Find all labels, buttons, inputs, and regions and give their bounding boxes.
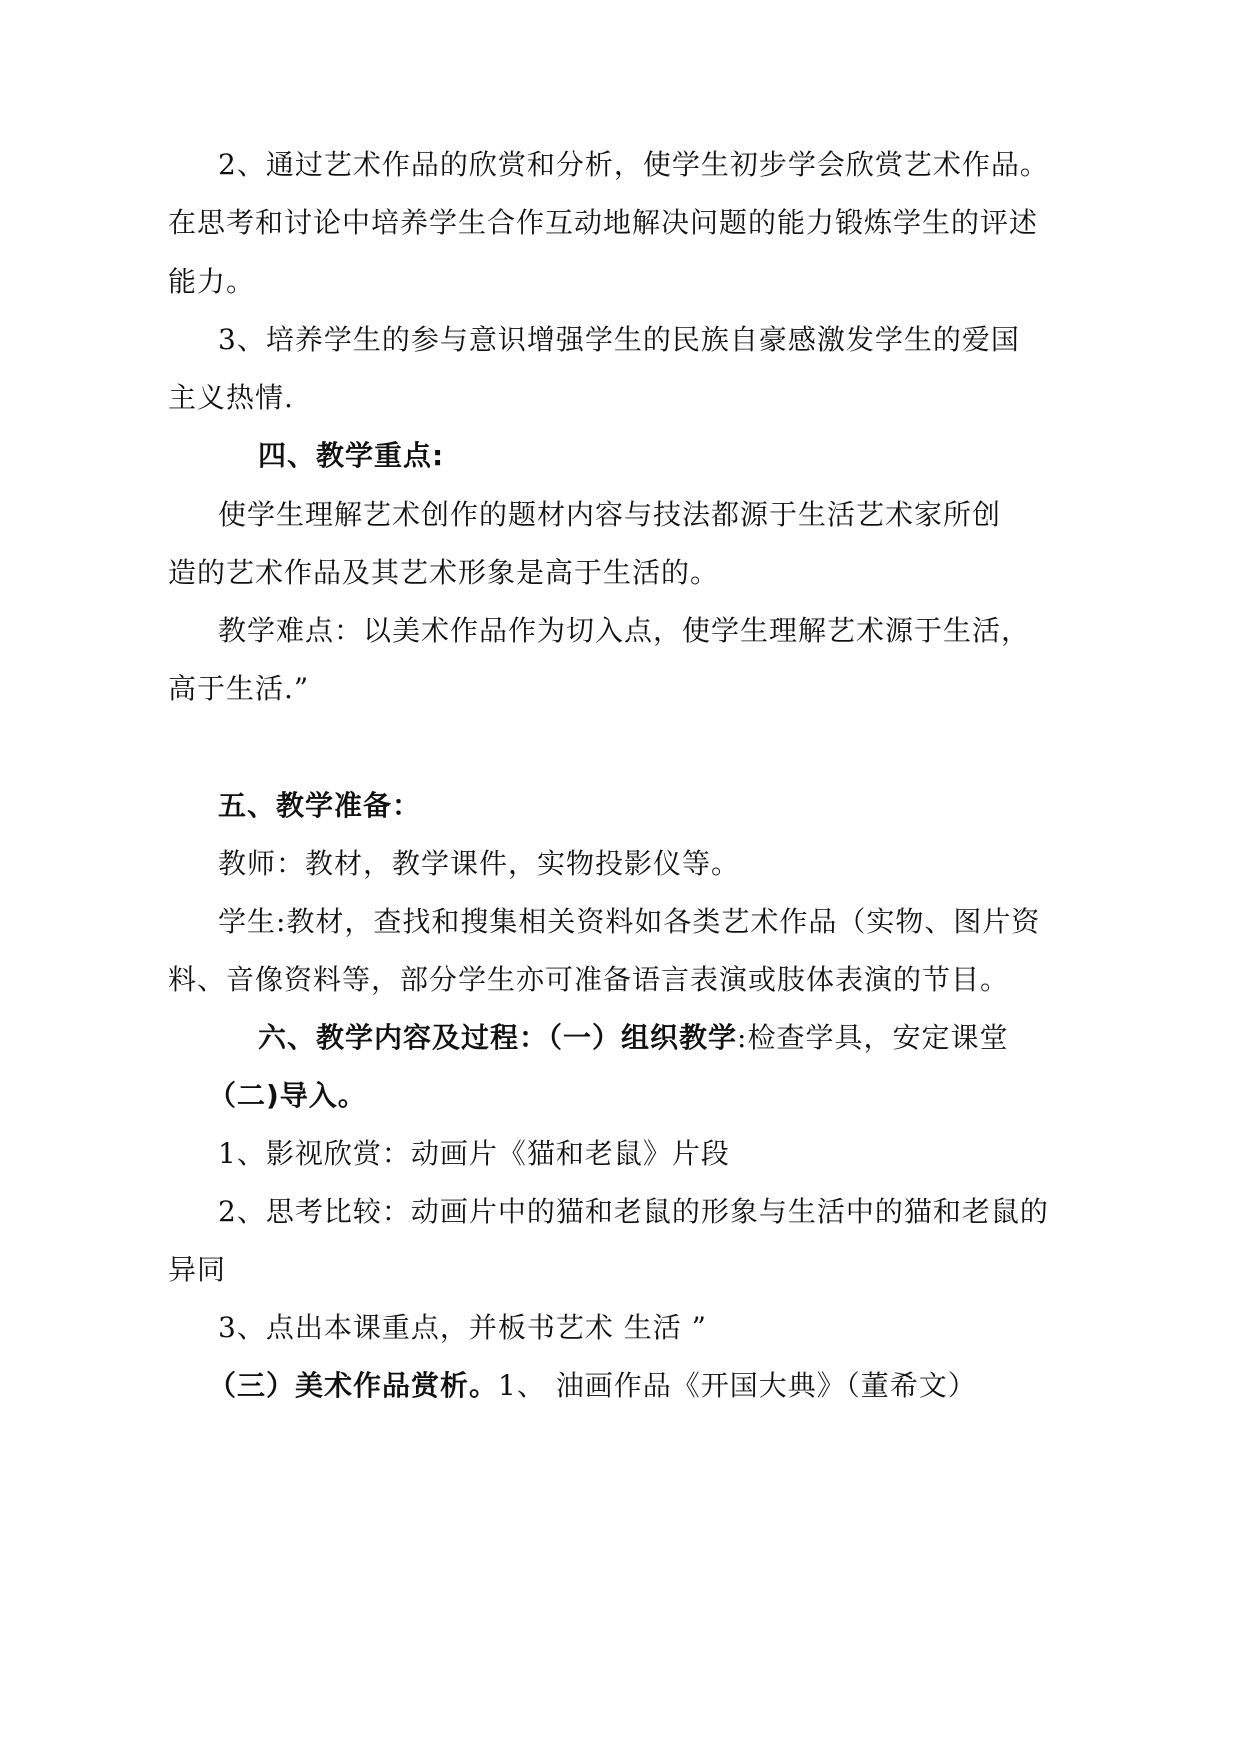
difficulty-line-1: 教学难点：以美术作品作为切入点，使学生理解艺术源于生活，	[218, 614, 1031, 647]
intro-step-2-line-2: 异同	[168, 1253, 227, 1286]
section-4-heading: 四、教学重点:	[258, 439, 445, 472]
intro-step-2-line-1: 2、思考比较：动画片中的猫和老鼠的形象与生活中的猫和老鼠的	[218, 1195, 1049, 1228]
subsection-3-heading: （三）美术作品赏析。	[208, 1369, 499, 1402]
key-point-line-1: 使学生理解艺术创作的题材内容与技法都源于生活艺术家所创	[218, 498, 1002, 531]
intro-step-1: 1、影视欣赏：动画片《猫和老鼠》片段	[218, 1137, 730, 1170]
student-prep-line-1: 学生:教材，查找和搜集相关资料如各类艺术作品（实物、图片资	[218, 905, 1041, 938]
objective-2-line-3: 能力。	[168, 265, 256, 298]
intro-step-3: 3、点出本课重点，并板书艺术 生活 ”	[218, 1311, 707, 1344]
section-5-heading: 五、教学准备：	[218, 789, 422, 822]
section-6-line	[258, 1018, 1008, 1058]
section-6-tail: :检查学具，安定课堂	[737, 1021, 1009, 1054]
objective-2-line-1: 2、通过艺术作品的欣赏和分析，使学生初步学会欣赏艺术作品。	[218, 148, 1049, 181]
difficulty-line-2: 高于生活.”	[168, 672, 310, 705]
subsection-3-tail: 1、 油画作品《开国大典》（董希文）	[498, 1369, 977, 1402]
teacher-prep: 教师：教材，教学课件，实物投影仪等。	[218, 847, 741, 880]
objective-2-line-2: 在思考和讨论中培养学生合作互动地解决问题的能力锻炼学生的评述	[168, 206, 1039, 239]
key-point-line-2: 造的艺术作品及其艺术形象是高于生活的。	[168, 556, 720, 589]
objective-3-line-1: 3、培养学生的参与意识增强学生的民族自豪感激发学生的爱国	[218, 323, 1020, 356]
objective-3-line-2: 主义热情.	[168, 381, 294, 414]
subsection-2-heading: （二)导入。	[208, 1079, 367, 1112]
section-6-heading: 六、教学内容及过程：（一）组织教学	[258, 1021, 738, 1054]
student-prep-line-2: 料、音像资料等，部分学生亦可准备语言表演或肢体表演的节目。	[168, 963, 1010, 996]
subsection-3-line	[208, 1366, 977, 1406]
